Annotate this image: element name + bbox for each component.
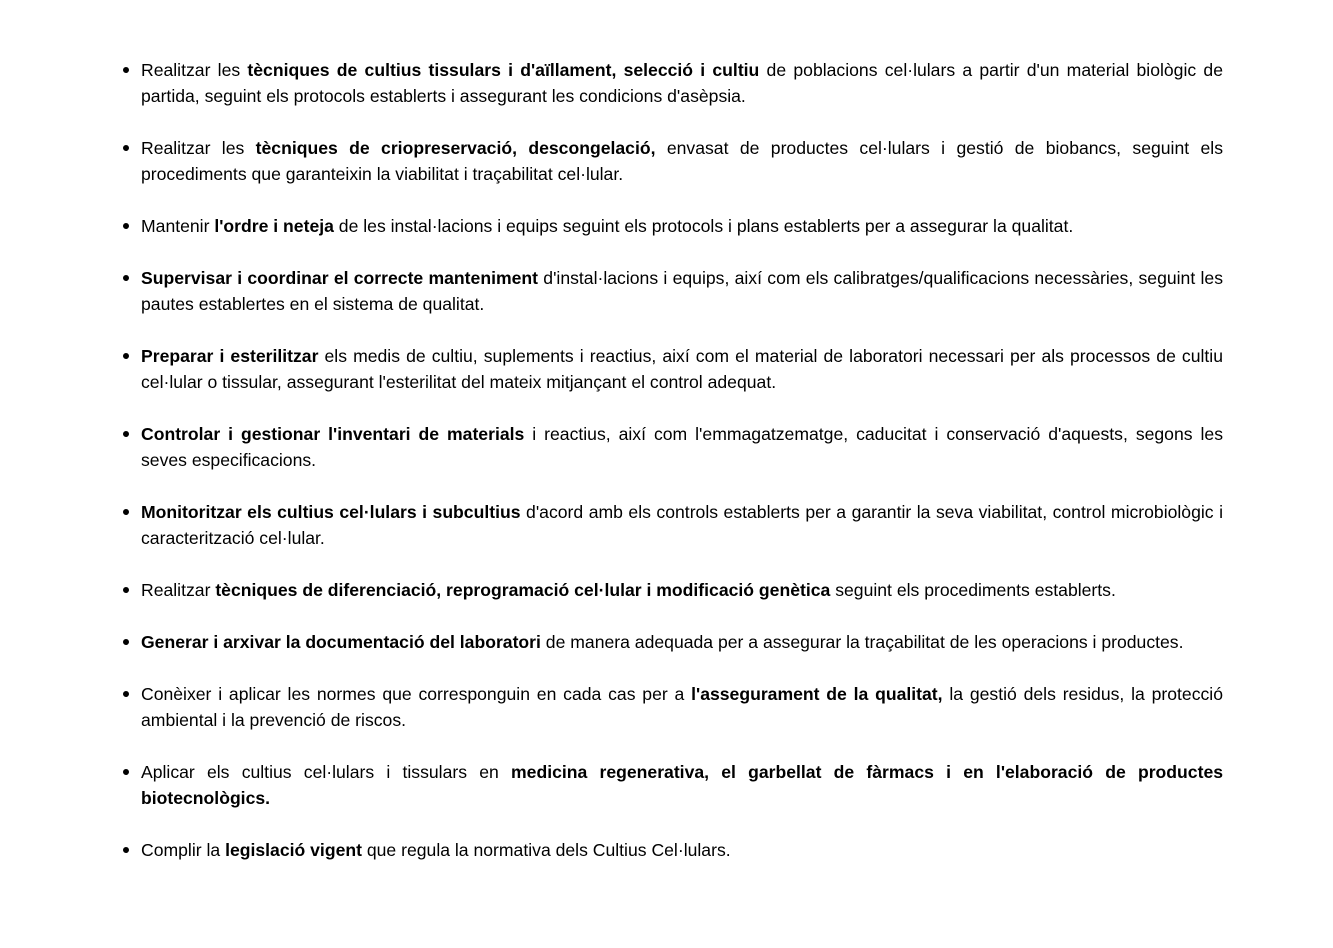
- body-text: d'acord amb els controls establerts per a garantir la seva viabilitat, control microbiològic i caracterització cel·lular.: [141, 502, 1223, 548]
- bullet-icon: [123, 639, 129, 645]
- body-text: els medis de cultiu, suplements i reactius, així com el material de laboratori necessari per als processos de cultiu cel·lular o tissular, assegurant l'esterilitat del mateix mitjançant el control adequat.: [141, 346, 1223, 392]
- body-text: Realitzar les: [141, 138, 256, 158]
- bold-text: l'ordre i neteja: [214, 216, 334, 236]
- body-text: Realitzar: [141, 580, 216, 600]
- bold-text: Preparar i esterilitzar: [141, 346, 319, 366]
- body-text: de poblacions cel·lulars a partir d'un material biològic de partida, seguint els protocols establerts i assegurant les condicions d'asèpsia.: [141, 60, 1223, 106]
- list-item: [141, 681, 1223, 733]
- bullet-icon: [123, 67, 129, 73]
- body-text: Realitzar les: [141, 60, 248, 80]
- body-text: i reactius, així com l'emmagatzematge, caducitat i conservació d'aquests, segons les seves especificacions.: [141, 424, 1224, 470]
- list-item: [141, 57, 1223, 109]
- list-item: [141, 629, 1223, 655]
- bullet-icon: [123, 431, 129, 437]
- list-item: [141, 499, 1223, 551]
- bullet-icon: [123, 509, 129, 515]
- bullet-icon: [123, 353, 129, 359]
- bold-text: tècniques de diferenciació, reprogramació cel·lular i modificació genètica: [215, 580, 831, 600]
- list-item: [141, 343, 1223, 395]
- bold-text: Generar i arxivar la documentació del laboratori: [141, 632, 541, 652]
- list-item: [141, 213, 1223, 239]
- bullet-icon: [123, 223, 129, 229]
- bullet-icon: [123, 769, 129, 775]
- bold-text: tècniques de criopreservació, descongelació,: [255, 138, 656, 158]
- body-text: la gestió dels residus, la protecció ambiental i la prevenció de riscos.: [141, 684, 1223, 730]
- bullet-icon: [123, 145, 129, 151]
- bullet-list: [141, 57, 1223, 889]
- list-item: [141, 577, 1223, 603]
- body-text: Conèixer i aplicar les normes que corresponguin en cada cas per a: [141, 684, 692, 704]
- bold-text: Supervisar i coordinar el correcte manteniment: [141, 268, 538, 288]
- bold-text: Monitoritzar els cultius cel·lulars i subcultius: [141, 502, 521, 522]
- bold-text: medicina regenerativa, el garbellat de fàrmacs i en l'elaboració de productes biotecnològics.: [141, 762, 1224, 808]
- body-text: seguint els procediments establerts.: [830, 580, 1116, 600]
- body-text: envasat de productes cel·lulars i gestió de biobancs, seguint els procediments que garanteixin la viabilitat i traçabilitat cel·lular.: [141, 138, 1223, 184]
- bold-text: Controlar i gestionar l'inventari de materials: [141, 424, 525, 444]
- body-text: que regula la normativa dels Cultius Cel·lulars.: [361, 840, 731, 860]
- body-text: de manera adequada per a assegurar la traçabilitat de les operacions i productes.: [540, 632, 1184, 652]
- bullet-icon: [123, 587, 129, 593]
- list-item: [141, 421, 1223, 473]
- list-item: [141, 265, 1223, 317]
- body-text: Complir la: [141, 840, 226, 860]
- body-text: Mantenir: [141, 216, 215, 236]
- bullet-icon: [123, 275, 129, 281]
- body-text: d'instal·lacions i equips, així com els calibratges/qualificacions necessàries, seguint les pautes establertes en el sistema de qualitat.: [141, 268, 1223, 314]
- list-item: [141, 759, 1223, 811]
- list-item: [141, 135, 1223, 187]
- list-item: [141, 837, 1223, 863]
- bold-text: legislació vigent: [225, 840, 362, 860]
- bold-text: tècniques de cultius tissulars i d'aïllament, selecció i cultiu: [247, 60, 760, 80]
- bold-text: l'assegurament de la qualitat,: [691, 684, 943, 704]
- bullet-icon: [123, 847, 129, 853]
- bullet-icon: [123, 691, 129, 697]
- body-text: de les instal·lacions i equips seguint els protocols i plans establerts per a assegurar la qualitat.: [333, 216, 1074, 236]
- body-text: Aplicar els cultius cel·lulars i tissulars en: [141, 762, 512, 782]
